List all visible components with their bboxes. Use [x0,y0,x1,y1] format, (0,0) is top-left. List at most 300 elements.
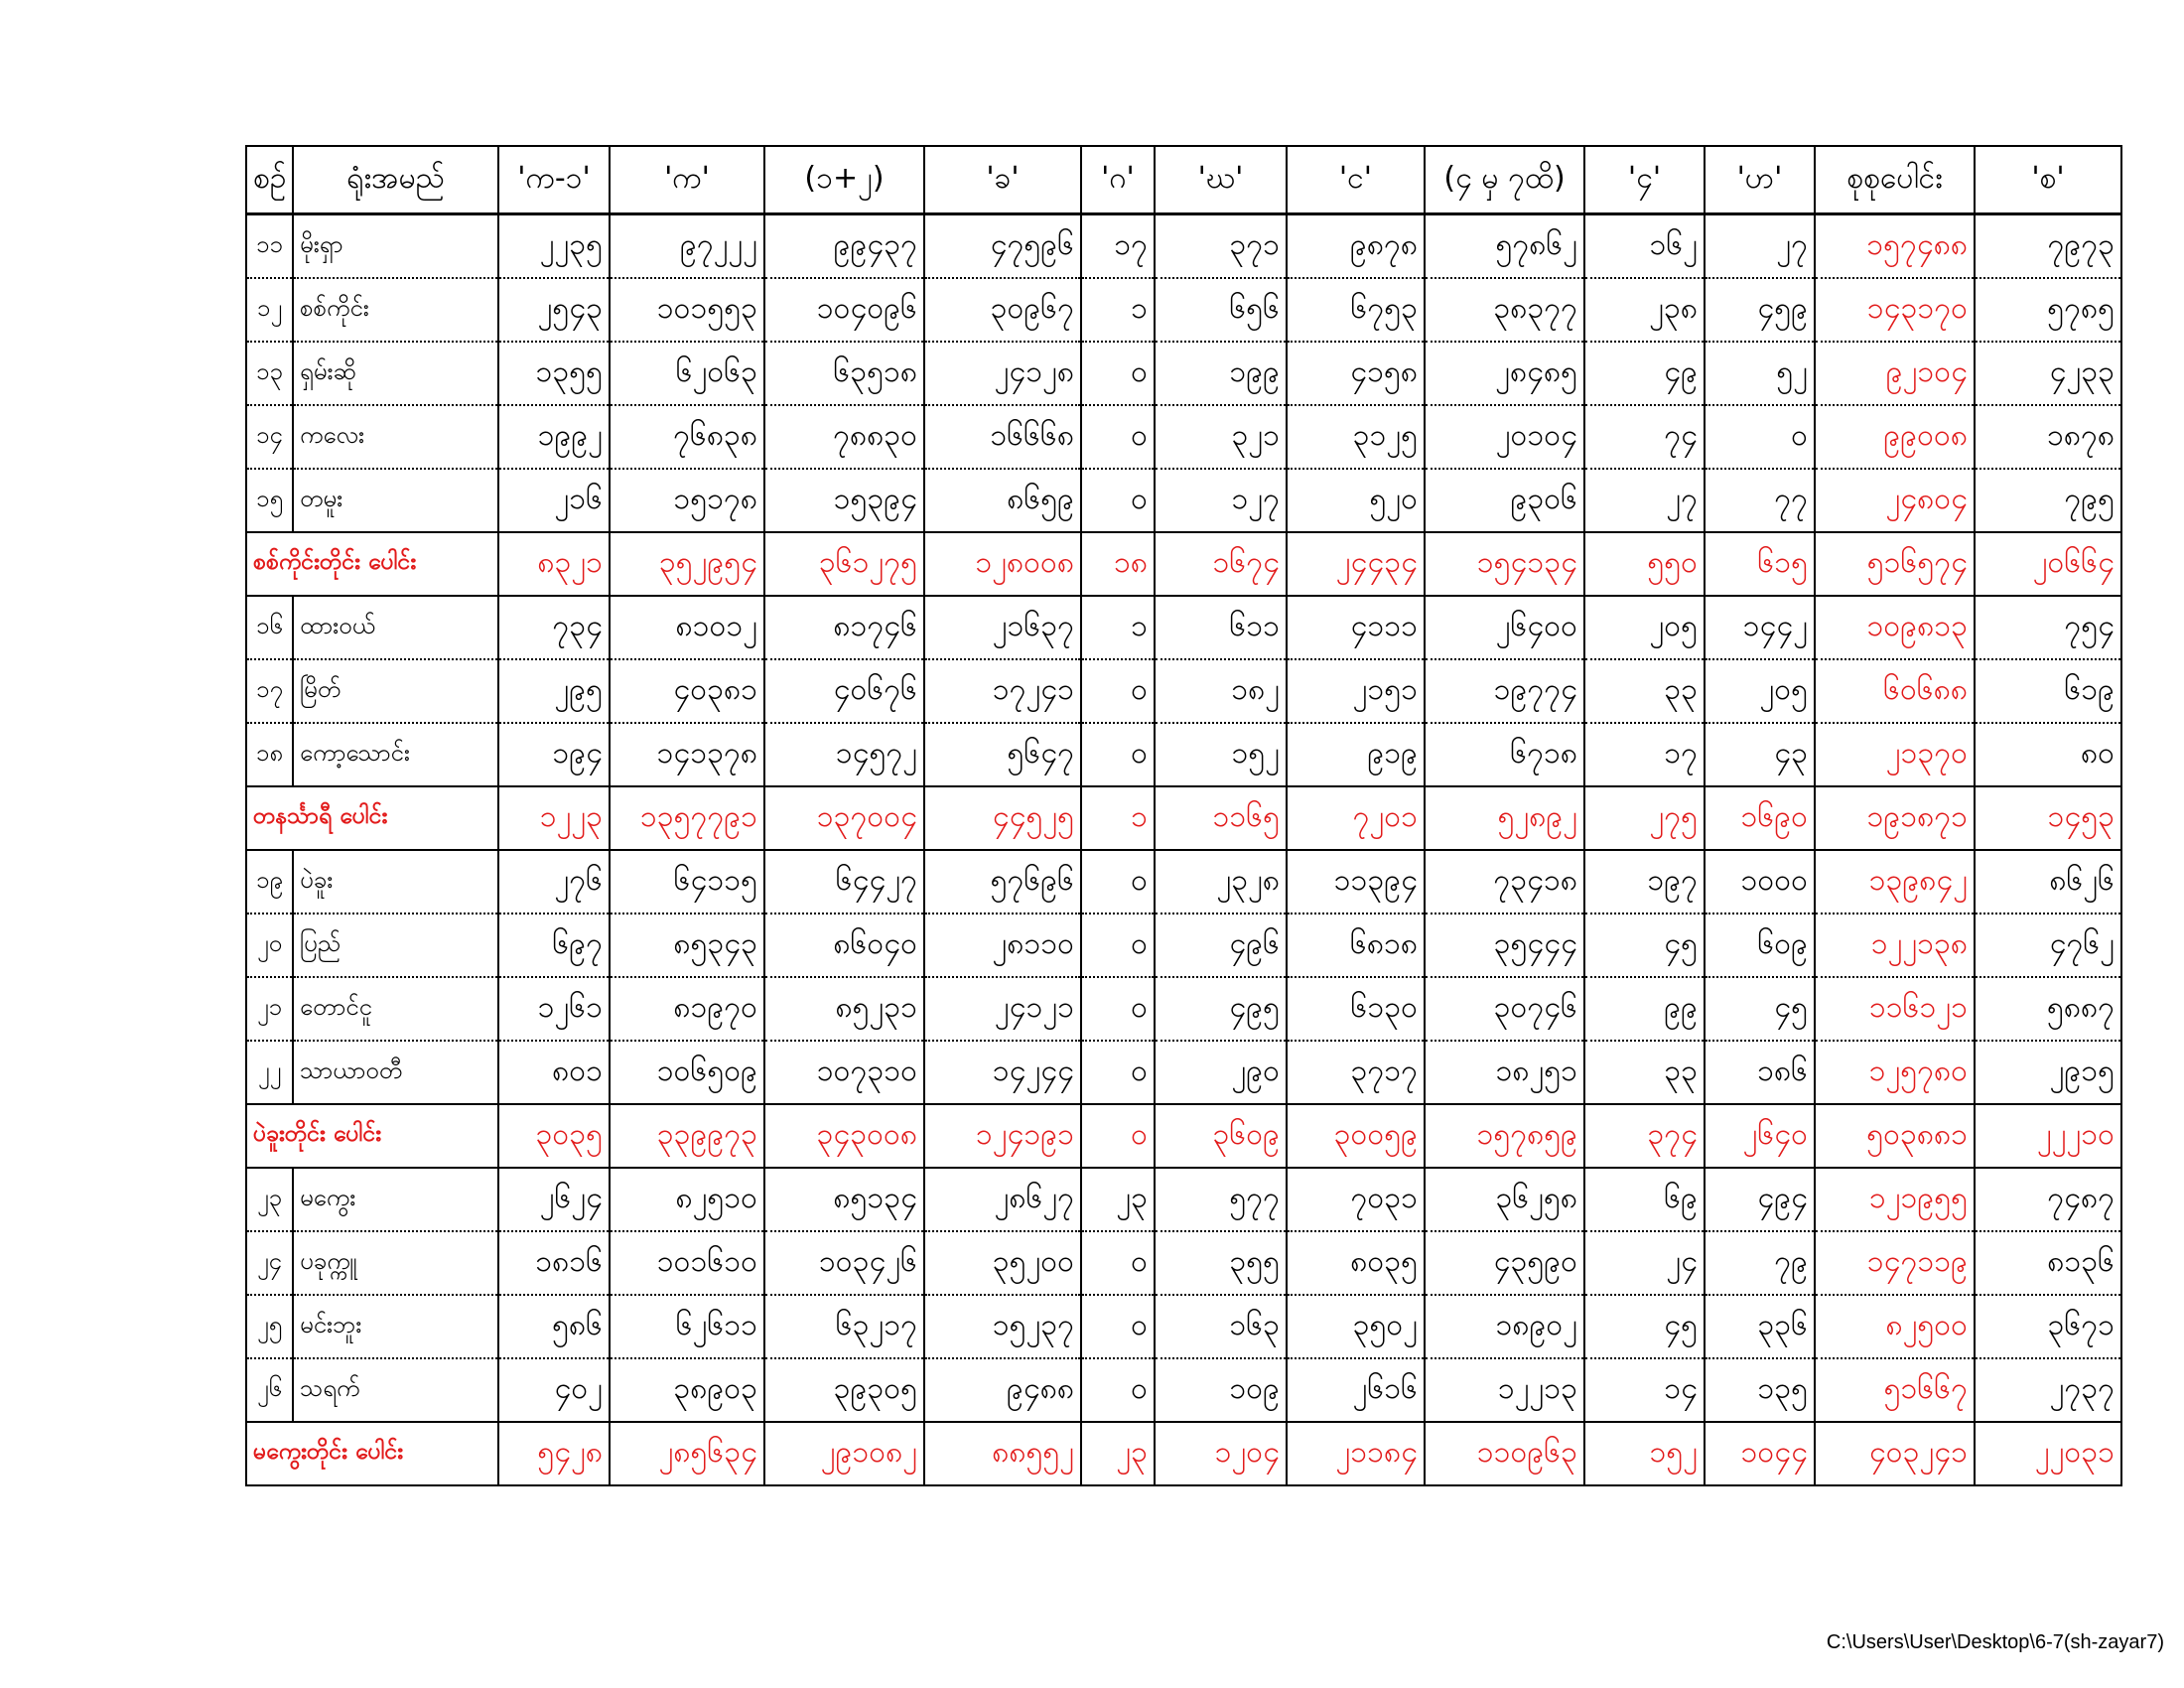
table-cell: ၁၂၁၉၅၅ [1815,1168,1975,1231]
table-cell: ၄၇၆၂ [1975,914,2121,977]
subtotal-cell: ၃၆၁၂၇၅ [764,532,924,596]
table-cell: ၄၅ [1584,914,1705,977]
table-cell: ၁၃၉၈၄၂ [1815,850,1975,914]
table-cell: ၁၄၁၃၇၈ [610,723,764,786]
table-cell: ၆၇၅၃ [1287,278,1425,342]
office-name: ထားဝယ် [293,596,498,659]
table-cell: ၁၄၄၂ [1705,596,1815,659]
subtotal-cell: ၅၁၆၅၇၄ [1815,532,1975,596]
table-cell: ၃၃ [1584,1041,1705,1104]
table-cell: ၁၅၇၄၈၈ [1815,214,1975,279]
table-cell: ၇၄၈၇ [1975,1168,2121,1231]
table-cell: ၆၄၄၂၇ [764,850,924,914]
table-row [246,342,2121,405]
table-cell: ၄၇၅၉၆ [924,214,1081,279]
table-cell: ၂၆၂၄ [498,1168,610,1231]
table-cell: ၀ [1081,405,1155,469]
table-row [246,1358,2121,1422]
subtotal-cell: ၁၂၂၃ [498,786,610,850]
table-cell: ၀ [1081,342,1155,405]
table-cell: ၆၀၉ [1705,914,1815,977]
table-cell: ၂၉၅ [498,659,610,723]
table-cell: ၈၀၃၅ [1287,1231,1425,1295]
office-name: ရှမ်းဆို [293,342,498,405]
table-row [246,278,2121,342]
table-cell: ၁၆၆၆၈ [924,405,1081,469]
table-cell: ၂၁၆ [498,469,610,532]
column-header: (၄ မှ ၇ထိ) [1425,146,1584,214]
table-cell: ၆၉၇ [498,914,610,977]
table-cell: ၁၈၂ [1155,659,1287,723]
table-row [246,1295,2121,1358]
table-row [246,977,2121,1041]
table-cell: ၆၃၂၁၇ [764,1295,924,1358]
column-header: 'စ' [1975,146,2121,214]
serial-number: ၂၄ [246,1231,293,1295]
table-cell: ၄၉ [1584,342,1705,405]
subtotal-cell: ၁၀၄၄ [1705,1422,1815,1485]
table-cell: ၇၉၇၃ [1975,214,2121,279]
table-cell: ၂၃ [1081,1168,1155,1231]
subtotal-row [246,532,2121,596]
table-cell: ၁၂၂၁၃ [1425,1358,1584,1422]
table-cell: ၉၁၉ [1287,723,1425,786]
subtotal-cell: ၅၄၂၈ [498,1422,610,1485]
table-cell: ၀ [1081,977,1155,1041]
office-name: ကလေး [293,405,498,469]
column-header: 'င' [1287,146,1425,214]
serial-number: ၁၆ [246,596,293,659]
table-cell: ၄၃ [1705,723,1815,786]
table-cell: ၁၉၉၂ [498,405,610,469]
column-header: 'ဟ' [1705,146,1815,214]
table-cell: ၈၆၅၉ [924,469,1081,532]
office-name: မြိတ် [293,659,498,723]
table-cell: ၈၅၃၄၃ [610,914,764,977]
subtotal-cell: ၃၀၃၅ [498,1104,610,1168]
table-cell: ၆၅၆ [1155,278,1287,342]
table-cell: ၁၈၇၈ [1975,405,2121,469]
table-cell: ၁၂၂၁၃၈ [1815,914,1975,977]
table-cell: ၇၆၈၃၈ [610,405,764,469]
table-cell: ၆၃၅၁၈ [764,342,924,405]
table-cell: ၆၀၆၈၈ [1815,659,1975,723]
table-cell: ၀ [1081,469,1155,532]
table-cell: ၂၁၃၇၀ [1815,723,1975,786]
subtotal-cell: ၆၁၅ [1705,532,1815,596]
table-cell: ၅၇၆၉၆ [924,850,1081,914]
table-cell: ၆၇၁၈ [1425,723,1584,786]
table-cell: ၄၉၄ [1705,1168,1815,1231]
table-cell: ၁၄ [1584,1358,1705,1422]
office-name: ပဲခူး [293,850,498,914]
table-cell: ၃၅၅ [1155,1231,1287,1295]
table-cell: ၁၂၇ [1155,469,1287,532]
subtotal-cell: ၁၅၇၈၅၉ [1425,1104,1584,1168]
table-cell: ၁၀၃၄၂၆ [764,1231,924,1295]
table-cell: ၄၀၃၈၁ [610,659,764,723]
header-row [246,146,2121,214]
table-cell: ၆၁၃၀ [1287,977,1425,1041]
serial-number: ၁၈ [246,723,293,786]
column-header: (၁+၂) [764,146,924,214]
column-header: 'က-၁' [498,146,610,214]
subtotal-cell: ၁၅၄၁၃၄ [1425,532,1584,596]
table-cell: ၂၉၁၅ [1975,1041,2121,1104]
table-cell: ၈၆၂၆ [1975,850,2121,914]
subtotal-cell: ၁၄၅၃ [1975,786,2121,850]
subtotal-cell: ၈၈၅၅၂ [924,1422,1081,1485]
subtotal-cell: ၂၂၂၁၀ [1975,1104,2121,1168]
table-cell: ၁၀၆၅၀၉ [610,1041,764,1104]
office-name: ပြည် [293,914,498,977]
serial-number: ၁၃ [246,342,293,405]
subtotal-cell: ၁ [1081,786,1155,850]
subtotal-cell: ၀ [1081,1104,1155,1168]
table-cell: ၁၈၉၀၂ [1425,1295,1584,1358]
table-cell: ၅၈၆ [498,1295,610,1358]
subtotal-cell: ၅၀၃၈၈၁ [1815,1104,1975,1168]
table-cell: ၁၉၇ [1584,850,1705,914]
table-cell: ၀ [1705,405,1815,469]
table-cell: ၁၅၁၇၈ [610,469,764,532]
table-cell: ၁၈၁၆ [498,1231,610,1295]
subtotal-cell: ၁၃၅၇၇၉၁ [610,786,764,850]
table-cell: ၆၈၁၈ [1287,914,1425,977]
table-cell: ၉၉၄၃၇ [764,214,924,279]
table-cell: ၁၉၄ [498,723,610,786]
subtotal-label: မကွေးတိုင်း ပေါင်း [246,1422,498,1485]
table-cell: ၀ [1081,1358,1155,1422]
table-cell: ၂၇ [1705,214,1815,279]
subtotal-cell: ၃၄၃၀၀၈ [764,1104,924,1168]
table-cell: ၄၉၆ [1155,914,1287,977]
table-cell: ၆၁၉ [1975,659,2121,723]
table-cell: ၂၅၄၃ [498,278,610,342]
table-cell: ၃၇၁၇ [1287,1041,1425,1104]
serial-number: ၁၇ [246,659,293,723]
subtotal-label: ပဲခူးတိုင်း ပေါင်း [246,1104,498,1168]
office-name: ပခုက္ကူ [293,1231,498,1295]
table-cell: ၃၆၂၅၈ [1425,1168,1584,1231]
table-cell: ၅၂၀ [1287,469,1425,532]
office-name: မကွေး [293,1168,498,1231]
table-cell: ၄၅ [1705,977,1815,1041]
table-cell: ၅၇၇ [1155,1168,1287,1231]
table-cell: ၈၂၅၁၀ [610,1168,764,1231]
table-cell: ၉၉ [1584,977,1705,1041]
table-cell: ၈၁၇၄၆ [764,596,924,659]
table-cell: ၅၂ [1705,342,1815,405]
table-cell: ၄၅၉ [1705,278,1815,342]
table-body [246,214,2121,1486]
table-cell: ၂၉၀ [1155,1041,1287,1104]
table-cell: ၀ [1081,1231,1155,1295]
table-cell: ၁၄၂၄၄ [924,1041,1081,1104]
column-header: '၄' [1584,146,1705,214]
table-cell: ၁၄၇၁၁၉ [1815,1231,1975,1295]
table-cell: ၂၄ [1584,1231,1705,1295]
table-cell: ၁၁၃၉၄ [1287,850,1425,914]
table-cell: ၁၀၉ [1155,1358,1287,1422]
table-cell: ၈၁၃၆ [1975,1231,2121,1295]
table-cell: ၄၃၅၉၀ [1425,1231,1584,1295]
subtotal-label: တနင်္သာရီ ပေါင်း [246,786,498,850]
table-cell: ၃၉၃၀၅ [764,1358,924,1422]
table-cell: ၂၀၁၀၄ [1425,405,1584,469]
table-cell: ၂၂၃၅ [498,214,610,279]
subtotal-cell: ၄၄၅၂၅ [924,786,1081,850]
subtotal-cell: ၁၆၉၀ [1705,786,1815,850]
table-cell: ၅၁၆၆၇ [1815,1358,1975,1422]
table-cell: ၁၀၁၆၁၀ [610,1231,764,1295]
table-cell: ၂၈၆၂၇ [924,1168,1081,1231]
serial-number: ၂၁ [246,977,293,1041]
subtotal-cell: ၁၂၄၁၉၁ [924,1104,1081,1168]
table-cell: ၇၃၄၁၈ [1425,850,1584,914]
column-header: 'ခ' [924,146,1081,214]
table-cell: ၁၃၅ [1705,1358,1815,1422]
table-cell: ၅၈၈၇ [1975,977,2121,1041]
table-cell: ၁၀၄၀၉၆ [764,278,924,342]
subtotal-cell: ၃၀၀၅၉ [1287,1104,1425,1168]
table-cell: ၂၃၂၈ [1155,850,1287,914]
table-cell: ၆၄၁၁၅ [610,850,764,914]
table-cell: ၁၅၃၉၄ [764,469,924,532]
table-cell: ၃၈၉၀၃ [610,1358,764,1422]
table-cell: ၆၂၆၁၁ [610,1295,764,1358]
table-cell: ၀ [1081,1295,1155,1358]
office-name: ကော့သောင်း [293,723,498,786]
table-cell: ၈၅၂၃၁ [764,977,924,1041]
table-cell: ၃၇၁ [1155,214,1287,279]
office-name: မင်းဘူး [293,1295,498,1358]
table-cell: ၁ [1081,278,1155,342]
table-row [246,596,2121,659]
subtotal-cell: ၁၉၁၈၇၁ [1815,786,1975,850]
table-cell: ၂၇၃၇ [1975,1358,2121,1422]
table-cell: ၄၂၃၃ [1975,342,2121,405]
file-path-footer: C:\Users\User\Desktop\6-7(sh-zayar7) [1826,1631,2164,1653]
table-cell: ၂၄၈၀၄ [1815,469,1975,532]
table-cell: ၃၅၀၂ [1287,1295,1425,1358]
table-cell: ၅၆၄၇ [924,723,1081,786]
table-cell: ၀ [1081,659,1155,723]
office-name: တောင်ငူ [293,977,498,1041]
table-cell: ၃၆၇၁ [1975,1295,2121,1358]
table-cell: ၃၁၂၅ [1287,405,1425,469]
table-cell: ၂၆၄၀၀ [1425,596,1584,659]
table-cell: ၄၀၆၇၆ [764,659,924,723]
table-row [246,469,2121,532]
table-cell: ၁၅၂ [1155,723,1287,786]
table-cell: ၁ [1081,596,1155,659]
office-name: တမူး [293,469,498,532]
subtotal-cell: ၂၇၅ [1584,786,1705,850]
office-name: သာယာဝတီ [293,1041,498,1104]
subtotal-cell: ၅၂၈၉၂ [1425,786,1584,850]
subtotal-row [246,786,2121,850]
table-cell: ၁၀၁၅၅၃ [610,278,764,342]
subtotal-row [246,1104,2121,1168]
table-cell: ၀ [1081,1041,1155,1104]
table-cell: ၃၅၄၄၄ [1425,914,1584,977]
table-cell: ၁၂၆၁ [498,977,610,1041]
table-cell: ၉၂၁၀၄ [1815,342,1975,405]
table-cell: ၈၀ [1975,723,2121,786]
office-name: စစ်ကိုင်း [293,278,498,342]
subtotal-cell: ၁၅၂ [1584,1422,1705,1485]
table-cell: ၇၄ [1584,405,1705,469]
table-cell: ၁၉၇၇၄ [1425,659,1584,723]
table-cell: ၀ [1081,914,1155,977]
table-cell: ၂၈၁၁၀ [924,914,1081,977]
table-cell: ၂၁၆၃၇ [924,596,1081,659]
subtotal-row [246,1422,2121,1485]
subtotal-cell: ၈၃၂၁ [498,532,610,596]
table-cell: ၇၉ [1705,1231,1815,1295]
subtotal-cell: ၂၃ [1081,1422,1155,1485]
table-cell: ၉၃၀၆ [1425,469,1584,532]
subtotal-cell: ၂၄၄၃၄ [1287,532,1425,596]
subtotal-cell: ၁၂၈၀၀၈ [924,532,1081,596]
subtotal-cell: ၂၆၄၀ [1705,1104,1815,1168]
subtotal-cell: ၃၆၀၉ [1155,1104,1287,1168]
table-cell: ၁၁၆၁၂၁ [1815,977,1975,1041]
table-cell: ၉၈၇၈ [1287,214,1425,279]
serial-number: ၁၂ [246,278,293,342]
table-cell: ၄၉၅ [1155,977,1287,1041]
table-cell: ၉၇၂၂၂ [610,214,764,279]
table-cell: ၂၃၈ [1584,278,1705,342]
table-row [246,1168,2121,1231]
subtotal-cell: ၁၃၇၀၀၄ [764,786,924,850]
table-cell: ၄၁၁၁ [1287,596,1425,659]
serial-number: ၂၆ [246,1358,293,1422]
table-row [246,659,2121,723]
column-header: စဉ် [246,146,293,214]
subtotal-cell: ၃၃၉၉၇၃ [610,1104,764,1168]
table-cell: ၅၇၈၅ [1975,278,2121,342]
office-name: သရက် [293,1358,498,1422]
subtotal-cell: ၂၁၁၈၄ [1287,1422,1425,1485]
subtotal-cell: ၁၁၆၅ [1155,786,1287,850]
table-cell: ၁၇ [1584,723,1705,786]
serial-number: ၂၃ [246,1168,293,1231]
table-header [246,146,2121,214]
table-cell: ၁၀၇၃၁၀ [764,1041,924,1104]
table-cell: ၈၀၁ [498,1041,610,1104]
table-cell: ၇၈၈၃၀ [764,405,924,469]
table-cell: ၂၆၁၆ [1287,1358,1425,1422]
table-cell: ၁၄၃၁၇၀ [1815,278,1975,342]
table-cell: ၁၈၂၅၁ [1425,1041,1584,1104]
table-cell: ၆၉ [1584,1168,1705,1231]
table-cell: ၈၂၅၀၀ [1815,1295,1975,1358]
table-cell: ၄၅ [1584,1295,1705,1358]
table-cell: ၃၃ [1584,659,1705,723]
table-cell: ၆၂၀၆၃ [610,342,764,405]
table-cell: ၂၇၆ [498,850,610,914]
table-cell: ၃၂၁ [1155,405,1287,469]
table-cell: ၂၈၄၈၅ [1425,342,1584,405]
subtotal-cell: ၂၈၅၆၃၄ [610,1422,764,1485]
table-row [246,1231,2121,1295]
table-cell: ၆၁၁ [1155,596,1287,659]
data-table [245,145,2122,1486]
table-cell: ၄၀၂ [498,1358,610,1422]
table-cell: ၀ [1081,723,1155,786]
table-cell: ၁၅၂၃၇ [924,1295,1081,1358]
subtotal-cell: ၃၇၄ [1584,1104,1705,1168]
serial-number: ၁၄ [246,405,293,469]
table-cell: ၃၀၇၄၆ [1425,977,1584,1041]
serial-number: ၂၀ [246,914,293,977]
column-header: စုစုပေါင်း [1815,146,1975,214]
table-row [246,914,2121,977]
serial-number: ၁၁ [246,214,293,279]
table-cell: ၃၅၂၀၀ [924,1231,1081,1295]
table-cell: ၁၉၉ [1155,342,1287,405]
subtotal-cell: ၅၅၀ [1584,532,1705,596]
table-cell: ၁၄၅၇၂ [764,723,924,786]
table-cell: ၉၉၀၀၈ [1815,405,1975,469]
table-cell: ၁၈၆ [1705,1041,1815,1104]
table-cell: ၉၄၈၈ [924,1358,1081,1422]
table-cell: ၁၃၅၅ [498,342,610,405]
subtotal-cell: ၂၂၀၃၁ [1975,1422,2121,1485]
subtotal-cell: ၃၅၂၉၅၄ [610,532,764,596]
table-cell: ၂၇ [1584,469,1705,532]
serial-number: ၁၅ [246,469,293,532]
serial-number: ၂၅ [246,1295,293,1358]
table-cell: ၈၁၀၁၂ [610,596,764,659]
table-cell: ၁၀၀၀ [1705,850,1815,914]
table-cell: ၄၁၅၈ [1287,342,1425,405]
table-row [246,405,2121,469]
table-cell: ၂၀၅ [1705,659,1815,723]
table-row [246,850,2121,914]
table-cell: ၇၉၅ [1975,469,2121,532]
table-cell: ၁၂၅၇၈၀ [1815,1041,1975,1104]
table-cell: ၃၀၉၆၇ [924,278,1081,342]
table-row [246,214,2121,279]
serial-number: ၂၂ [246,1041,293,1104]
subtotal-cell: ၁၆၇၄ [1155,532,1287,596]
table-cell: ၇၀၃၁ [1287,1168,1425,1231]
table-cell: ၈၆၀၄၀ [764,914,924,977]
table-cell: ၈၁၉၇၀ [610,977,764,1041]
table-cell: ၈၅၁၃၄ [764,1168,924,1231]
table-cell: ၇၅၄ [1975,596,2121,659]
table-cell: ၃၃၆ [1705,1295,1815,1358]
table-cell: ၁၀၉၈၁၃ [1815,596,1975,659]
table-cell: ၅၇၈၆၂ [1425,214,1584,279]
column-header: 'ဃ' [1155,146,1287,214]
subtotal-cell: ၄၀၃၂၄၁ [1815,1422,1975,1485]
subtotal-cell: ၁၂၀၄ [1155,1422,1287,1485]
office-name: မိုးရှာ [293,214,498,279]
table-cell: ၀ [1081,850,1155,914]
table-cell: ၂၄၁၂၁ [924,977,1081,1041]
subtotal-cell: ၂၉၁၀၈၂ [764,1422,924,1485]
subtotal-cell: ၁၁၀၉၆၃ [1425,1422,1584,1485]
table-cell: ၂၁၅၁ [1287,659,1425,723]
table-cell: ၂၀၅ [1584,596,1705,659]
table-cell: ၇၃၄ [498,596,610,659]
column-header: 'ဂ' [1081,146,1155,214]
subtotal-cell: ၇၂၀၁ [1287,786,1425,850]
